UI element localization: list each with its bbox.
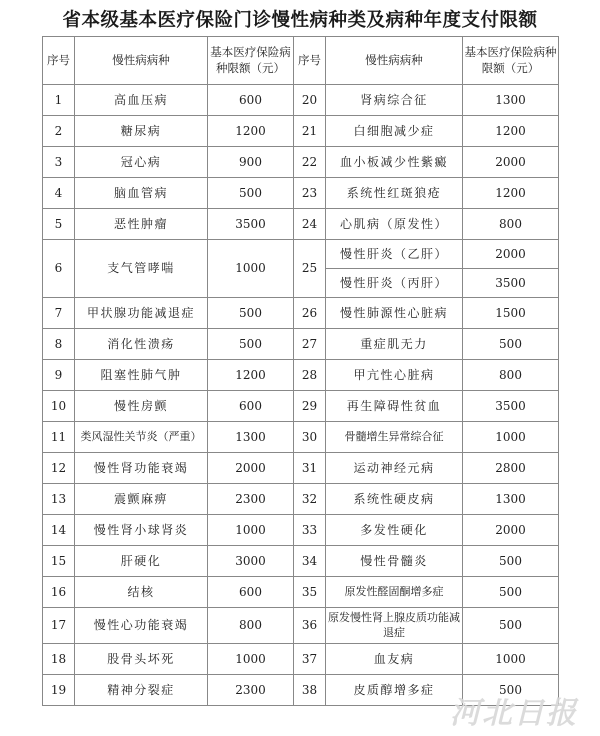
seq-cell: 15 — [43, 546, 75, 577]
disease-cell: 系统性硬皮病 — [326, 484, 463, 515]
disease-cell: 结核 — [75, 577, 208, 608]
watermark-logo: 河北日报 — [450, 696, 578, 731]
seq-cell: 6 — [43, 240, 75, 298]
seq-cell: 4 — [43, 178, 75, 209]
disease-cell: 骨髓增生异常综合征 — [326, 422, 463, 453]
disease-cell: 慢性肾小球肾炎 — [75, 515, 208, 546]
seq-cell: 10 — [43, 391, 75, 422]
seq-cell: 20 — [294, 85, 326, 116]
limit-cell: 1500 — [463, 298, 559, 329]
limit-cell: 2000 — [463, 240, 559, 269]
seq-cell: 13 — [43, 484, 75, 515]
disease-cell: 再生障碍性贫血 — [326, 391, 463, 422]
limit-cell: 1200 — [208, 116, 294, 147]
seq-cell: 33 — [294, 515, 326, 546]
disease-cell: 阻塞性肺气肿 — [75, 360, 208, 391]
limit-cell: 3500 — [208, 209, 294, 240]
seq-cell: 24 — [294, 209, 326, 240]
limit-cell: 500 — [463, 577, 559, 608]
limit-cell: 600 — [208, 577, 294, 608]
limit-cell: 800 — [208, 608, 294, 644]
limit-cell: 900 — [208, 147, 294, 178]
limit-cell: 3000 — [208, 546, 294, 577]
disease-cell: 原发性醛固酮增多症 — [326, 577, 463, 608]
table-row — [43, 453, 559, 484]
header-seq-right: 序号 — [294, 37, 326, 85]
disease-cell: 消化性溃疡 — [75, 329, 208, 360]
disease-cell: 白细胞减少症 — [326, 116, 463, 147]
seq-cell: 28 — [294, 360, 326, 391]
limit-cell: 600 — [208, 391, 294, 422]
limit-cell: 1300 — [463, 85, 559, 116]
disease-cell: 肾病综合征 — [326, 85, 463, 116]
seq-cell: 27 — [294, 329, 326, 360]
seq-cell: 25 — [294, 240, 326, 298]
table-row — [43, 360, 559, 391]
disease-cell: 运动神经元病 — [326, 453, 463, 484]
table-row — [43, 298, 559, 329]
disease-cell: 重症肌无力 — [326, 329, 463, 360]
disease-cell: 慢性肺源性心脏病 — [326, 298, 463, 329]
disease-cell: 甲状腺功能减退症 — [75, 298, 208, 329]
seq-cell: 7 — [43, 298, 75, 329]
seq-cell: 29 — [294, 391, 326, 422]
table-row — [43, 484, 559, 515]
seq-cell: 8 — [43, 329, 75, 360]
disease-cell: 糖尿病 — [75, 116, 208, 147]
table-row — [43, 391, 559, 422]
limit-cell: 1000 — [463, 644, 559, 675]
disease-cell: 系统性红斑狼疮 — [326, 178, 463, 209]
limit-cell: 500 — [208, 298, 294, 329]
limit-cell: 2300 — [208, 484, 294, 515]
limit-cell: 1300 — [463, 484, 559, 515]
table-row — [43, 116, 559, 147]
disease-cell: 精神分裂症 — [75, 675, 208, 706]
table-row — [43, 147, 559, 178]
disease-cell: 慢性心功能衰竭 — [75, 608, 208, 644]
disease-cell: 多发性硬化 — [326, 515, 463, 546]
seq-cell: 19 — [43, 675, 75, 706]
limit-cell: 500 — [463, 546, 559, 577]
seq-cell: 18 — [43, 644, 75, 675]
table-row — [43, 608, 559, 644]
limit-cell: 1200 — [208, 360, 294, 391]
limit-cell: 800 — [463, 209, 559, 240]
limit-cell: 1300 — [208, 422, 294, 453]
header-seq-left: 序号 — [43, 37, 75, 85]
header-disease-left: 慢性病病种 — [75, 37, 208, 85]
limit-cell: 1000 — [208, 644, 294, 675]
seq-cell: 34 — [294, 546, 326, 577]
limit-cell: 1000 — [208, 515, 294, 546]
seq-cell: 17 — [43, 608, 75, 644]
seq-cell: 26 — [294, 298, 326, 329]
limit-cell: 1000 — [208, 240, 294, 298]
disease-cell: 高血压病 — [75, 85, 208, 116]
disease-cell: 支气管哮喘 — [75, 240, 208, 298]
limit-cell: 500 — [463, 675, 559, 706]
limit-cell: 500 — [208, 329, 294, 360]
header-limit-left: 基本医疗保险病种限额（元） — [208, 37, 294, 85]
seq-cell: 23 — [294, 178, 326, 209]
page-title: 省本级基本医疗保险门诊慢性病种类及病种年度支付限额 — [62, 10, 538, 31]
disease-cell: 心肌病（原发性） — [326, 209, 463, 240]
header-row — [43, 37, 559, 85]
seq-cell: 3 — [43, 147, 75, 178]
table-row — [43, 546, 559, 577]
disease-cell: 慢性肝炎（乙肝） — [326, 240, 463, 269]
limit-cell: 500 — [208, 178, 294, 209]
table-row — [43, 329, 559, 360]
disease-cell: 慢性房颤 — [75, 391, 208, 422]
table-row — [43, 422, 559, 453]
seq-cell: 38 — [294, 675, 326, 706]
limit-cell: 500 — [463, 329, 559, 360]
disease-cell: 恶性肿瘤 — [75, 209, 208, 240]
disease-cell: 甲亢性心脏病 — [326, 360, 463, 391]
seq-cell: 32 — [294, 484, 326, 515]
limit-cell: 3500 — [463, 391, 559, 422]
table-row — [43, 178, 559, 209]
seq-cell: 14 — [43, 515, 75, 546]
limit-cell: 1200 — [463, 178, 559, 209]
limit-cell: 2000 — [463, 147, 559, 178]
limit-cell: 1200 — [463, 116, 559, 147]
disease-cell: 原发慢性肾上腺皮质功能减退症 — [326, 608, 463, 644]
disease-cell: 血小板减少性紫癜 — [326, 147, 463, 178]
seq-cell: 2 — [43, 116, 75, 147]
limit-cell: 2800 — [463, 453, 559, 484]
table-row — [43, 209, 559, 240]
seq-cell: 9 — [43, 360, 75, 391]
disease-cell: 脑血管病 — [75, 178, 208, 209]
table-row — [43, 577, 559, 608]
seq-cell: 30 — [294, 422, 326, 453]
limit-cell: 600 — [208, 85, 294, 116]
seq-cell: 21 — [294, 116, 326, 147]
disease-cell: 皮质醇增多症 — [326, 675, 463, 706]
limit-cell: 2000 — [463, 515, 559, 546]
limit-cell: 800 — [463, 360, 559, 391]
seq-cell: 11 — [43, 422, 75, 453]
disease-cell: 慢性肝炎（丙肝） — [326, 269, 463, 298]
seq-cell: 1 — [43, 85, 75, 116]
disease-cell: 慢性骨髓炎 — [326, 546, 463, 577]
limit-cell: 2000 — [208, 453, 294, 484]
disease-cell: 震颤麻痹 — [75, 484, 208, 515]
seq-cell: 12 — [43, 453, 75, 484]
limit-cell: 1000 — [463, 422, 559, 453]
seq-cell: 31 — [294, 453, 326, 484]
table-row — [43, 240, 559, 269]
seq-cell: 5 — [43, 209, 75, 240]
disease-cell: 股骨头坏死 — [75, 644, 208, 675]
disease-cell: 慢性肾功能衰竭 — [75, 453, 208, 484]
header-limit-right: 基本医疗保险病种限额（元） — [463, 37, 559, 85]
seq-cell: 36 — [294, 608, 326, 644]
seq-cell: 37 — [294, 644, 326, 675]
limit-cell: 500 — [463, 608, 559, 644]
limit-cell: 3500 — [463, 269, 559, 298]
header-disease-right: 慢性病病种 — [326, 37, 463, 85]
seq-cell: 35 — [294, 577, 326, 608]
table-row — [43, 85, 559, 116]
seq-cell: 22 — [294, 147, 326, 178]
disease-limit-table — [42, 36, 559, 706]
disease-cell: 冠心病 — [75, 147, 208, 178]
table-row — [43, 515, 559, 546]
disease-cell: 肝硬化 — [75, 546, 208, 577]
disease-cell: 血友病 — [326, 644, 463, 675]
table-row — [43, 644, 559, 675]
seq-cell: 16 — [43, 577, 75, 608]
limit-cell: 2300 — [208, 675, 294, 706]
disease-cell: 类风湿性关节炎（严重） — [75, 422, 208, 453]
